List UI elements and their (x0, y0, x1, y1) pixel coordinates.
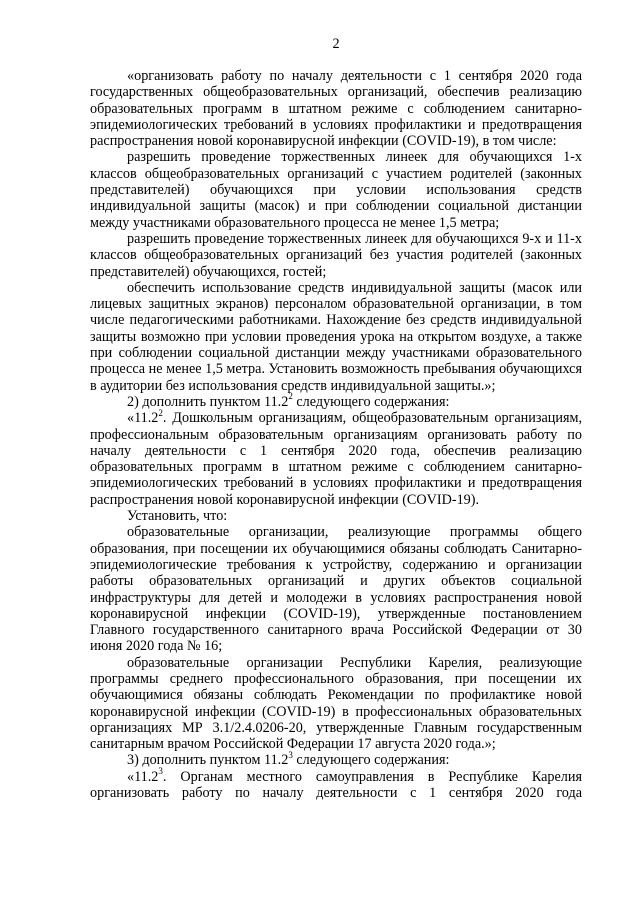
paragraph-organize-work: «организовать работу по началу деятельности с 1 сентября 2020 года государственных общеобразовательных организаций, обеспечив реализацию образовательных программ в штатном режиме с соблюдением санитарно-эпидемиологических требований в условиях профилактики и предотвращения распространения новой коронавирусной инфекции (COVID-19), в том числе: (90, 68, 582, 150)
paragraph-1st-grade-assemblies: разрешить проведение торжественных линеек для обучающихся 1-х классов общеобразовательных организаций с участием родителей (законных представителей) обучающихся при условии использования средств индивидуальной защиты (масок) и при соблюдении социальной дистанции между участниками образовательного процесса не менее 1,5 метра; (90, 149, 582, 231)
item-2-intro: 2) дополнить пунктом 11.2$^2$ следующего содержания: (127, 391, 450, 410)
document-page (90, 0, 582, 905)
document-body (90, 68, 582, 801)
clause-11-2-2: «11.2$^2$. Дошкольным организациям, общеобразовательным организациям, профессиональным образовательным организациям организовать работу по началу деятельности с 1 сентября 2020 года, обеспечив реализацию образовательных программ в штатном режиме с соблюдением санитарно-эпидемиологических требований в условиях профилактики и предотвращения распространения новой коронавирусной инфекции (COVID-19). (90, 407, 582, 508)
page-number: 2 (332, 36, 340, 52)
paragraph-general-education-rule: образовательные организации, реализующие программы общего образования, при посещении их обучающимися обязаны соблюдать Санитарно-эпидемиологические требования к устройству, содержанию и организации работы образовательных организаций и других объектов социальной инфраструктуры для детей и молодежи в условиях распространения новой коронавирусной инфекции (COVID-19), утвержденные постановлением Главного государственного санитарного врача Российской Федерации от 30 июня 2020 года № 16; (90, 524, 582, 655)
paragraph-vocational-education-rule: образовательные организации Республики Карелия, реализующие программы среднего профессионального образования, при посещении их обучающимися обязаны соблюдать Рекомендации по профилактике новой коронавирусной инфекции (COVID-19) в профессиональных образовательных организациях МР 3.1/2.4.0206-20, утвержденные Главным государственным санитарным врачом Российской Федерации 17 августа 2020 года.»; (90, 654, 582, 753)
paragraph-protective-equipment: обеспечить использование средств индивидуальной защиты (масок или лицевых защитных экранов) персоналом образовательной организации, в том числе педагогическими работниками. Нахождение без средств индивидуальной защиты возможно при условии проведения урока на открытом воздухе, а также при соблюдении социальной дистанции между участниками образовательного процесса не менее 1,5 метра. Установить возможность пребывания обучающихся в аудитории без использования средств индивидуальной защиты.»; (90, 279, 582, 394)
paragraph-9th-11th-grade-assemblies: разрешить проведение торжественных линеек для обучающихся 9-х и 11-х классов общеобразовательных организаций без участия родителей (законных представителей) обучающихся, гостей; (90, 230, 582, 280)
item-3-intro: 3) дополнить пунктом 11.2$^3$ следующего содержания: (127, 749, 450, 769)
paragraph-establish: Установить, что: (127, 508, 228, 525)
clause-11-2-3: «11.2$^3$. Органам местного самоуправления в Республике Карелия организовать работу по началу деятельности с 1 сентября 2020 года (90, 766, 582, 802)
